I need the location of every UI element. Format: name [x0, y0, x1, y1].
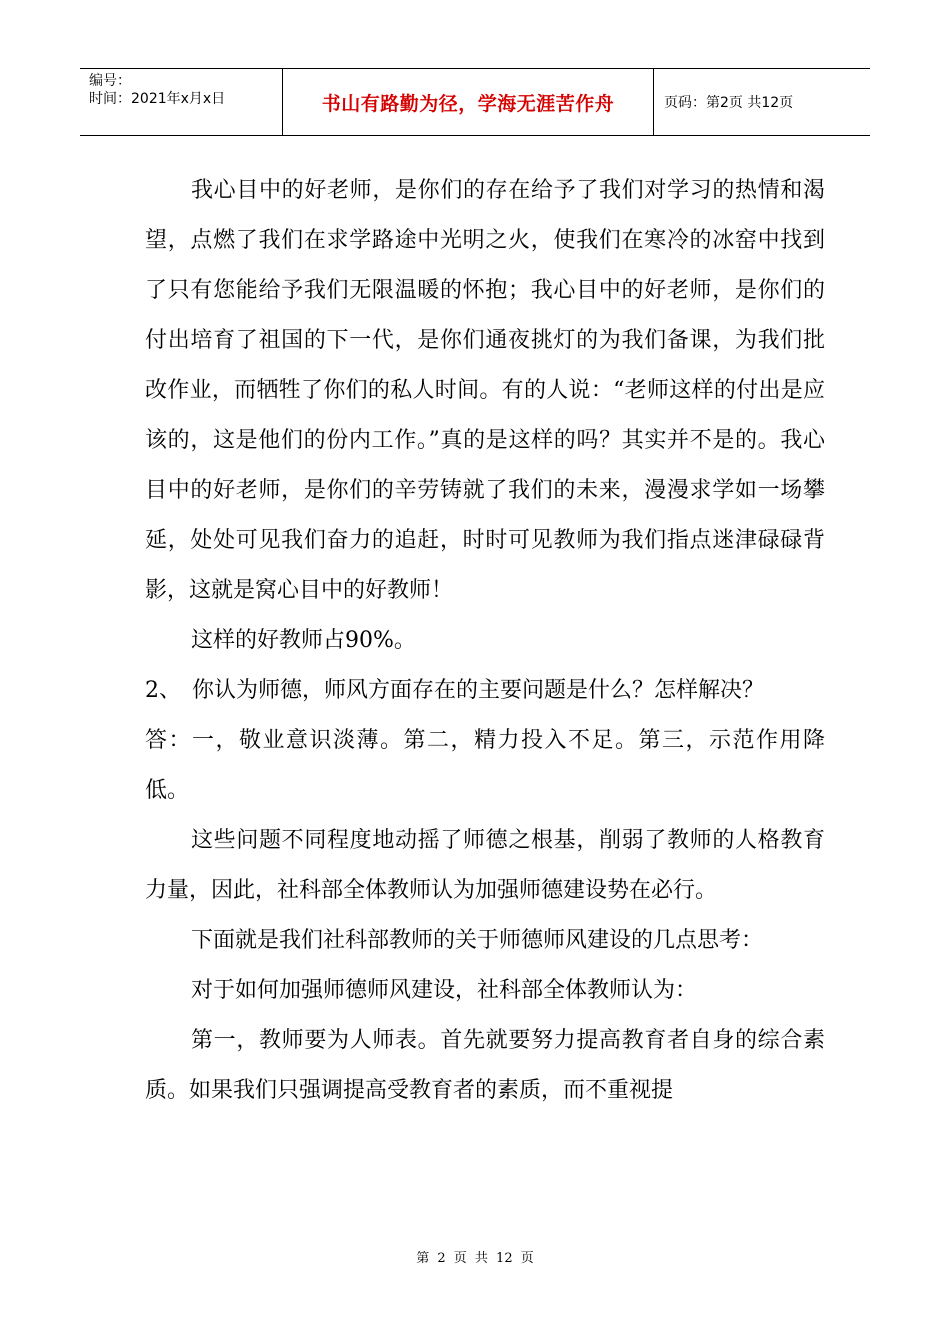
answer-2: 答：一，敬业意识淡薄。第二，精力投入不足。第三，示范作用降低。	[145, 728, 825, 803]
paragraph-teachers-view: 对于如何加强师德师风建设，社科部全体教师认为：	[191, 978, 698, 1003]
page-footer: 第 2 页 共 12 页	[416, 1251, 534, 1266]
document-header	[80, 68, 870, 136]
header-page-info: 页码：第2页 共12页	[664, 95, 794, 111]
number-label: 编号：	[89, 73, 131, 89]
paragraph-thoughts-intro: 下面就是我们社科部教师的关于师德师风建设的几点思考：	[191, 928, 764, 953]
header-meta	[80, 69, 283, 135]
paragraph-problems: 这些问题不同程度地动摇了师德之根基，削弱了教师的人格教育力量，因此，社科部全体教师认为加强师德建设势在必行。	[145, 828, 825, 903]
question-2: 2、 你认为师德，师风方面存在的主要问题是什么？怎样解决？	[145, 678, 764, 703]
paragraph-good-teacher: 我心目中的好老师，是你们的存在给予了我们对学习的热情和渴望，点燃了我们在求学路途中光明之火，使我们在寒冷的冰窑中找到了只有您能给予我们无限温暖的怀抱；我心目中的好老师，是你们的付出培育了祖国的下一代，是你们通夜挑灯的为我们备课，为我们批改作业，而牺牲了你们的私人时间。有的人说：“老师这样的付出是应该的，这是他们的份内工作。”真的是这样的吗？其实并不是的。我心目中的好老师，是你们的辛劳铸就了我们的未来，漫漫求学如一场攀延，处处可见我们奋力的追赶，时时可见教师为我们指点迷津碌碌背影，这就是窝心目中的好教师！	[145, 178, 825, 603]
document-body	[145, 166, 825, 1116]
paragraph-percentage: 这样的好教师占90%。	[191, 628, 416, 653]
date-label: 时间：2021年x月x日	[89, 91, 226, 107]
header-motto: 书山有路勤为径，学海无涯苦作舟	[283, 69, 654, 135]
paragraph-first-point: 第一，教师要为人师表。首先就要努力提高教育者自身的综合素质。如果我们只强调提高受教育者的素质，而不重视提	[145, 1028, 825, 1103]
